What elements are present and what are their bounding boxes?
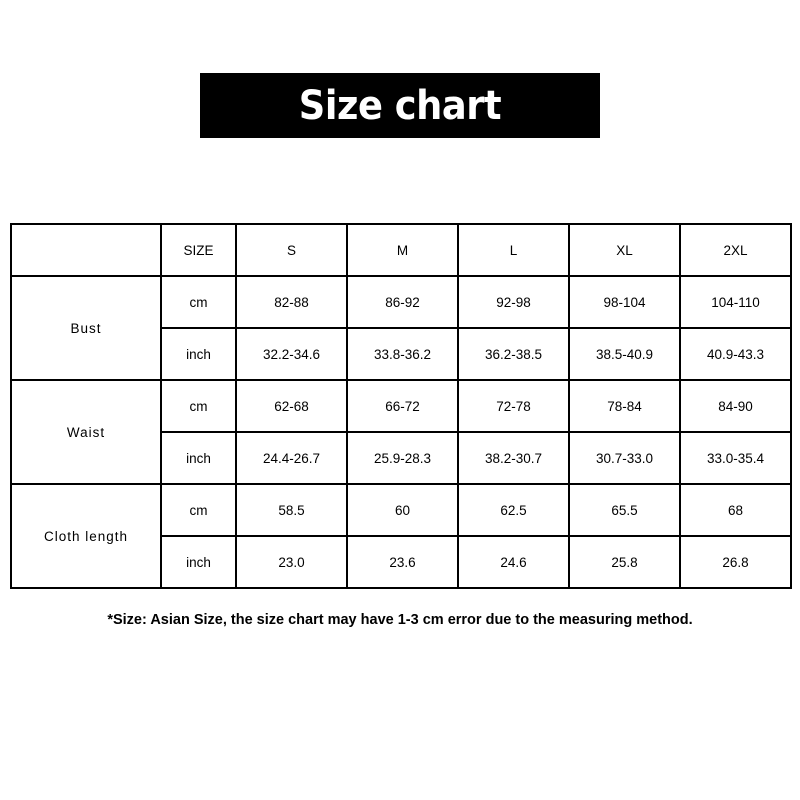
- cell-waist-cm-2xl: 84-90: [680, 380, 791, 432]
- cell-cloth-length-cm-l: 62.5: [458, 484, 569, 536]
- cell-cloth-length-inch-l: 24.6: [458, 536, 569, 588]
- table-header-row: [11, 224, 791, 276]
- cell-waist-cm-s: 62-68: [236, 380, 347, 432]
- unit-cloth-length-cm: cm: [161, 484, 236, 536]
- header-size-s: S: [236, 224, 347, 276]
- cell-cloth-length-cm-xl: 65.5: [569, 484, 680, 536]
- cell-cloth-length-cm-m: 60: [347, 484, 458, 536]
- size-chart-table: [10, 223, 792, 589]
- header-corner-cell: [11, 224, 161, 276]
- size-chart-table-wrap: [10, 223, 790, 589]
- unit-waist-cm: cm: [161, 380, 236, 432]
- table-row: [11, 484, 791, 536]
- header-size-xl: XL: [569, 224, 680, 276]
- cell-bust-inch-l: 36.2-38.5: [458, 328, 569, 380]
- cell-cloth-length-inch-xl: 25.8: [569, 536, 680, 588]
- cell-waist-inch-s: 24.4-26.7: [236, 432, 347, 484]
- size-note: *Size: Asian Size, the size chart may have 1-3 cm error due to the measuring method.: [107, 612, 693, 628]
- unit-waist-inch: inch: [161, 432, 236, 484]
- cell-waist-cm-l: 72-78: [458, 380, 569, 432]
- row-label-bust: Bust: [11, 276, 161, 380]
- unit-bust-cm: cm: [161, 276, 236, 328]
- cell-waist-inch-2xl: 33.0-35.4: [680, 432, 791, 484]
- cell-waist-inch-l: 38.2-30.7: [458, 432, 569, 484]
- title-banner: [200, 73, 600, 138]
- cell-cloth-length-cm-2xl: 68: [680, 484, 791, 536]
- cell-cloth-length-inch-m: 23.6: [347, 536, 458, 588]
- cell-bust-cm-2xl: 104-110: [680, 276, 791, 328]
- table-row: [11, 276, 791, 328]
- row-label-cloth-length: Cloth length: [11, 484, 161, 588]
- cell-bust-inch-m: 33.8-36.2: [347, 328, 458, 380]
- header-size-l: L: [458, 224, 569, 276]
- cell-waist-cm-xl: 78-84: [569, 380, 680, 432]
- cell-bust-cm-l: 92-98: [458, 276, 569, 328]
- header-size-m: M: [347, 224, 458, 276]
- cell-bust-cm-m: 86-92: [347, 276, 458, 328]
- cell-bust-inch-s: 32.2-34.6: [236, 328, 347, 380]
- unit-bust-inch: inch: [161, 328, 236, 380]
- cell-cloth-length-inch-s: 23.0: [236, 536, 347, 588]
- cell-cloth-length-inch-2xl: 26.8: [680, 536, 791, 588]
- cell-waist-inch-m: 25.9-28.3: [347, 432, 458, 484]
- header-size-label: SIZE: [161, 224, 236, 276]
- cell-bust-inch-xl: 38.5-40.9: [569, 328, 680, 380]
- cell-waist-cm-m: 66-72: [347, 380, 458, 432]
- cell-bust-cm-xl: 98-104: [569, 276, 680, 328]
- page-title: Size chart: [298, 82, 502, 129]
- cell-bust-cm-s: 82-88: [236, 276, 347, 328]
- cell-bust-inch-2xl: 40.9-43.3: [680, 328, 791, 380]
- cell-waist-inch-xl: 30.7-33.0: [569, 432, 680, 484]
- cell-cloth-length-cm-s: 58.5: [236, 484, 347, 536]
- unit-cloth-length-inch: inch: [161, 536, 236, 588]
- header-size-2xl: 2XL: [680, 224, 791, 276]
- row-label-waist: Waist: [11, 380, 161, 484]
- table-row: [11, 380, 791, 432]
